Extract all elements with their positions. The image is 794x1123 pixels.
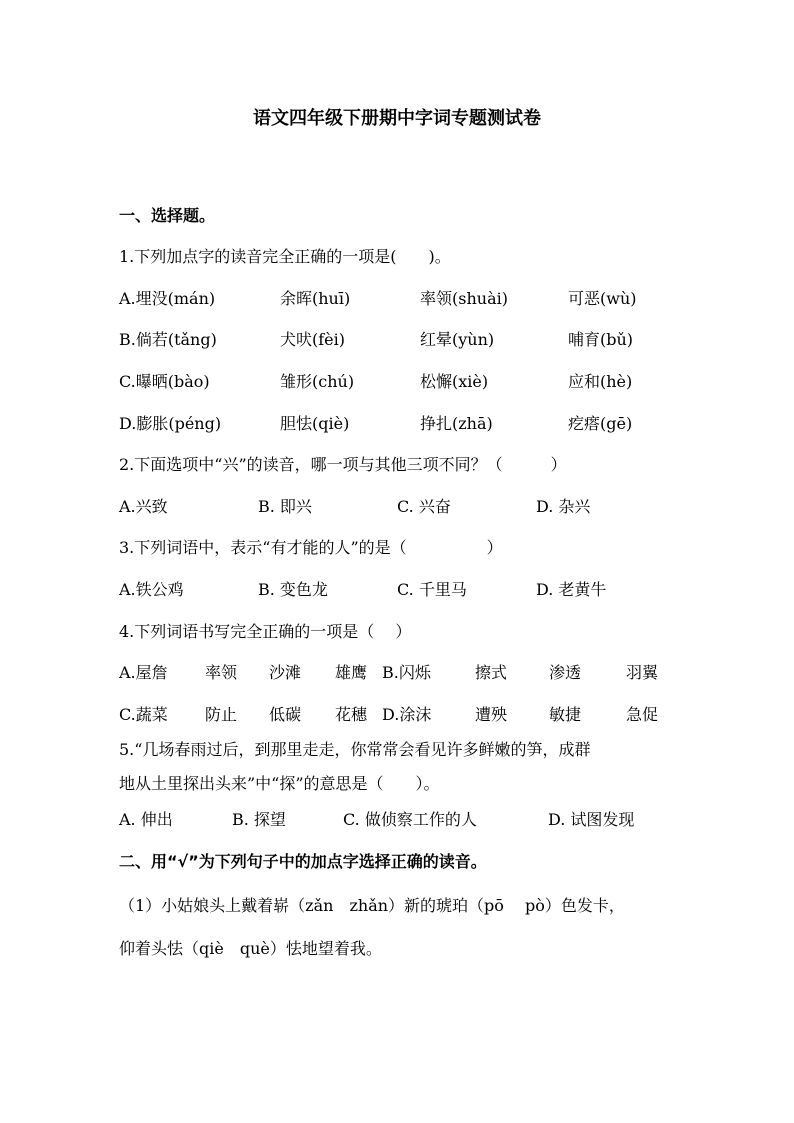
option-cell: 应和(hè) [568,372,633,391]
option-cell: D. 试图发现 [548,810,635,829]
option-cell: 率领(shuài) [420,289,508,308]
section-two-heading: 二、用“√”为下列句子中的加点字选择正确的读音。 [119,852,487,871]
option-cell: D.膨胀(péng) [119,414,222,433]
word-cell: 花穗 [335,705,368,724]
page-title: 语文四年级下册期中字词专题测试卷 [253,108,541,129]
option-cell: B. 变色龙 [258,580,328,599]
option-cell: C.曝晒(bào) [119,372,210,391]
question-1-stem: 1.下列加点字的读音完全正确的一项是( )。 [119,247,451,266]
option-cell: 哺育(bǔ) [568,330,634,349]
option-cell: 犬吠(fèi) [280,330,345,349]
section-two-item-1-line-2: 仰着头怯（qiè què）怯地望着我。 [119,939,382,958]
section-one-heading: 一、选择题。 [119,206,216,225]
word-cell: 防止 [205,705,238,724]
section-two-item-1-line-1: （1）小姑娘头上戴着崭（zǎn zhǎn）新的琥珀（pō pò）色发卡， [119,896,625,915]
question-2-stem: 2.下面选项中“兴”的读音，哪一项与其他三项不同？（ ） [119,455,567,474]
word-cell: 沙滩 [269,663,302,682]
word-cell: 雄鹰 [335,663,368,682]
word-cell: 羽翼 [626,663,659,682]
option-cell: 松懈(xiè) [420,372,489,391]
question-4-stem: 4.下列词语书写完全正确的一项是（ ） [119,622,412,641]
word-cell: 渗透 [549,663,582,682]
option-cell: C. 兴奋 [397,497,451,516]
option-cell: B. 探望 [232,810,286,829]
option-cell: 余晖(huī) [280,289,351,308]
word-cell: 擦式 [475,663,508,682]
word-cell: B.闪烁 [382,663,431,682]
option-cell: D. 老黄牛 [536,580,607,599]
option-cell: D. 杂兴 [536,497,591,516]
option-cell: 疙瘩(gē) [568,414,633,433]
word-cell: C.蔬菜 [119,705,168,724]
option-cell: 可恶(wù) [568,289,637,308]
option-cell: 雏形(chú) [280,372,355,391]
question-3-stem: 3.下列词语中，表示“有才能的人”的是（ ） [119,538,503,557]
word-cell: 遭殃 [475,705,508,724]
option-cell: C. 千里马 [397,580,467,599]
option-cell: 红晕(yùn) [420,330,495,349]
question-5-stem-line-1: 5.“几场春雨过后，到那里走走，你常常会看见许多鲜嫩的笋，成群 [119,740,591,759]
option-cell: B.倘若(tǎng) [119,330,217,349]
option-cell: 胆怯(qiè) [280,414,350,433]
word-cell: 敏捷 [549,705,582,724]
word-cell: D.涂沫 [382,705,432,724]
option-cell: 挣扎(zhā) [420,414,493,433]
option-cell: A.埋没(mán) [119,289,216,308]
question-5-stem-line-2: 地从土里探出头来”中“探”的意思是（ ）。 [119,774,440,793]
word-cell: 率领 [205,663,238,682]
option-cell: C. 做侦察工作的人 [343,810,477,829]
word-cell: 急促 [626,705,659,724]
option-cell: A.兴致 [119,497,168,516]
word-cell: 低碳 [269,705,302,724]
option-cell: B. 即兴 [258,497,312,516]
option-cell: A. 伸出 [119,810,173,829]
option-cell: A.铁公鸡 [119,580,184,599]
word-cell: A.屋詹 [119,663,168,682]
